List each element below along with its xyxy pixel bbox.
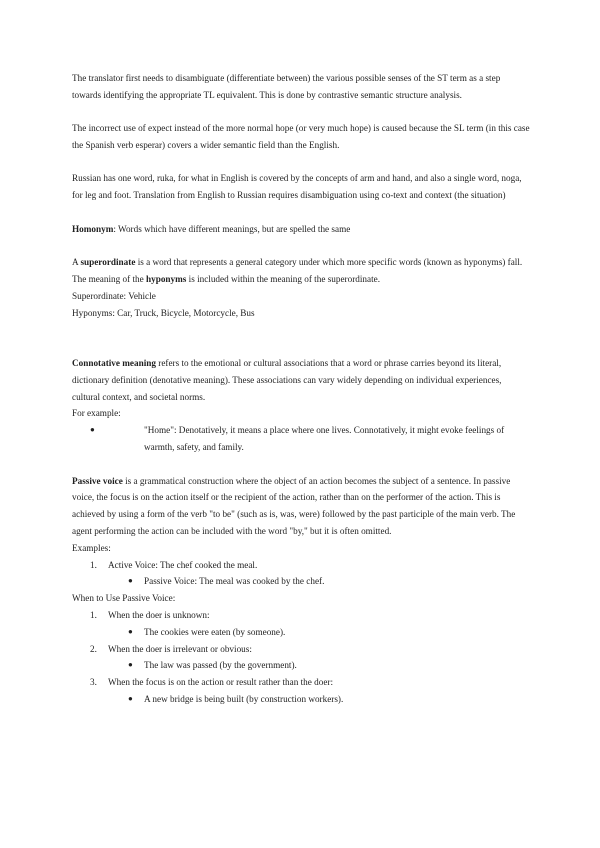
- passive-voice-example: Passive Voice: The meal was cooked by the chef.: [144, 576, 325, 587]
- list-item: [72, 557, 530, 574]
- bullet-icon: ●: [128, 660, 133, 670]
- list-item: [72, 422, 530, 456]
- connotative-definition: refers to the emotional or cultural associations that a word or phrase carries beyond its literal, dictionary definition (denotative meaning). These associations can vary widely depending on individual experiences, cultural context, and societal norms.: [72, 357, 502, 402]
- list-number: 2.: [90, 643, 97, 654]
- superordinate-example: Superordinate: Vehicle: [72, 290, 156, 301]
- list-number: 3.: [90, 677, 97, 688]
- document-page: [72, 70, 530, 708]
- superordinate-definition-end: is included within the meaning of the superordinate.: [186, 273, 380, 284]
- paragraph-passive-voice: [72, 473, 530, 540]
- bullet-icon: ●: [128, 576, 133, 586]
- superordinate-definition: is a word that represents a general category under which more specific words (known as hyponyms) fall. The meaning of the: [72, 257, 523, 284]
- list-item: [72, 624, 530, 641]
- when-to-use-label: When to Use Passive Voice:: [72, 593, 176, 604]
- paragraph-connotative: [72, 355, 530, 405]
- for-example-label: For example:: [72, 408, 121, 419]
- when-doer-irrelevant: When the doer is irrelevant or obvious:: [108, 643, 252, 654]
- paragraph-disambiguation: The translator first needs to disambiguate (differentiate between) the various possible senses of the ST term as a step towards identifying the appropriate TL equivalent. This is done by contrastive semantic structure analysis.: [72, 73, 501, 100]
- term-homonym: Homonym: [72, 223, 114, 234]
- home-example: "Home": Denotatively, it means a place where one lives. Connotatively, it might evoke feelings of warmth, safety, and family.: [144, 425, 505, 452]
- cookies-example: The cookies were eaten (by someone).: [144, 626, 286, 637]
- paragraph-homonym: [72, 221, 530, 238]
- list-item: [72, 607, 530, 624]
- list-item: [72, 674, 530, 691]
- term-connotative-meaning: Connotative meaning: [72, 357, 156, 368]
- when-doer-unknown: When the doer is unknown:: [108, 609, 210, 620]
- list-number: 1.: [90, 559, 97, 570]
- passive-definition: is a grammatical construction where the object of an action becomes the subject of a sentence. In passive voice, the focus is on the action itself or the recipient of the action, rather than on the performer of the action. This is achieved by using a form of the verb "to be" (such as is, was, were) followed by the past participle of the main verb. The agent performing the action can be included with the word "by," but it is often omitted.: [72, 475, 516, 536]
- paragraph-russian-ruka: Russian has one word, ruka, for what in English is covered by the concepts of arm and hand, and also a single word, noga, for leg and foot. Translation from English to Russian requires disambiguation using co-text and context (the situation): [72, 173, 522, 200]
- list-item: [72, 641, 530, 658]
- active-voice-example: Active Voice: The chef cooked the meal.: [108, 559, 258, 570]
- bullet-icon: ●: [128, 693, 133, 703]
- law-example: The law was passed (by the government).: [144, 660, 297, 671]
- bullet-icon: ●: [128, 626, 133, 636]
- list-item: [72, 691, 530, 708]
- paragraph-superordinate: [72, 254, 530, 288]
- list-item: [72, 573, 530, 590]
- when-focus-on-action: When the focus is on the action or result rather than the doer:: [108, 677, 334, 688]
- term-passive-voice: Passive voice: [72, 475, 123, 486]
- bridge-example: A new bridge is being built (by construction workers).: [144, 693, 344, 704]
- examples-label: Examples:: [72, 542, 111, 553]
- paragraph-expect-hope: The incorrect use of expect instead of the more normal hope (or very much hope) is caused because the SL term (in this case the Spanish verb esperar) covers a wider semantic field than the English.: [72, 123, 530, 150]
- list-item: [72, 657, 530, 674]
- homonym-definition: : Words which have different meanings, but are spelled the same: [113, 223, 351, 234]
- term-hyponyms: hyponyms: [146, 273, 187, 284]
- list-number: 1.: [90, 609, 97, 620]
- term-superordinate: superordinate: [80, 257, 136, 268]
- hyponyms-example: Hyponyms: Car, Truck, Bicycle, Motorcycle, Bus: [72, 307, 255, 318]
- bullet-icon: ●: [90, 425, 95, 435]
- superordinate-article: A: [72, 257, 81, 268]
